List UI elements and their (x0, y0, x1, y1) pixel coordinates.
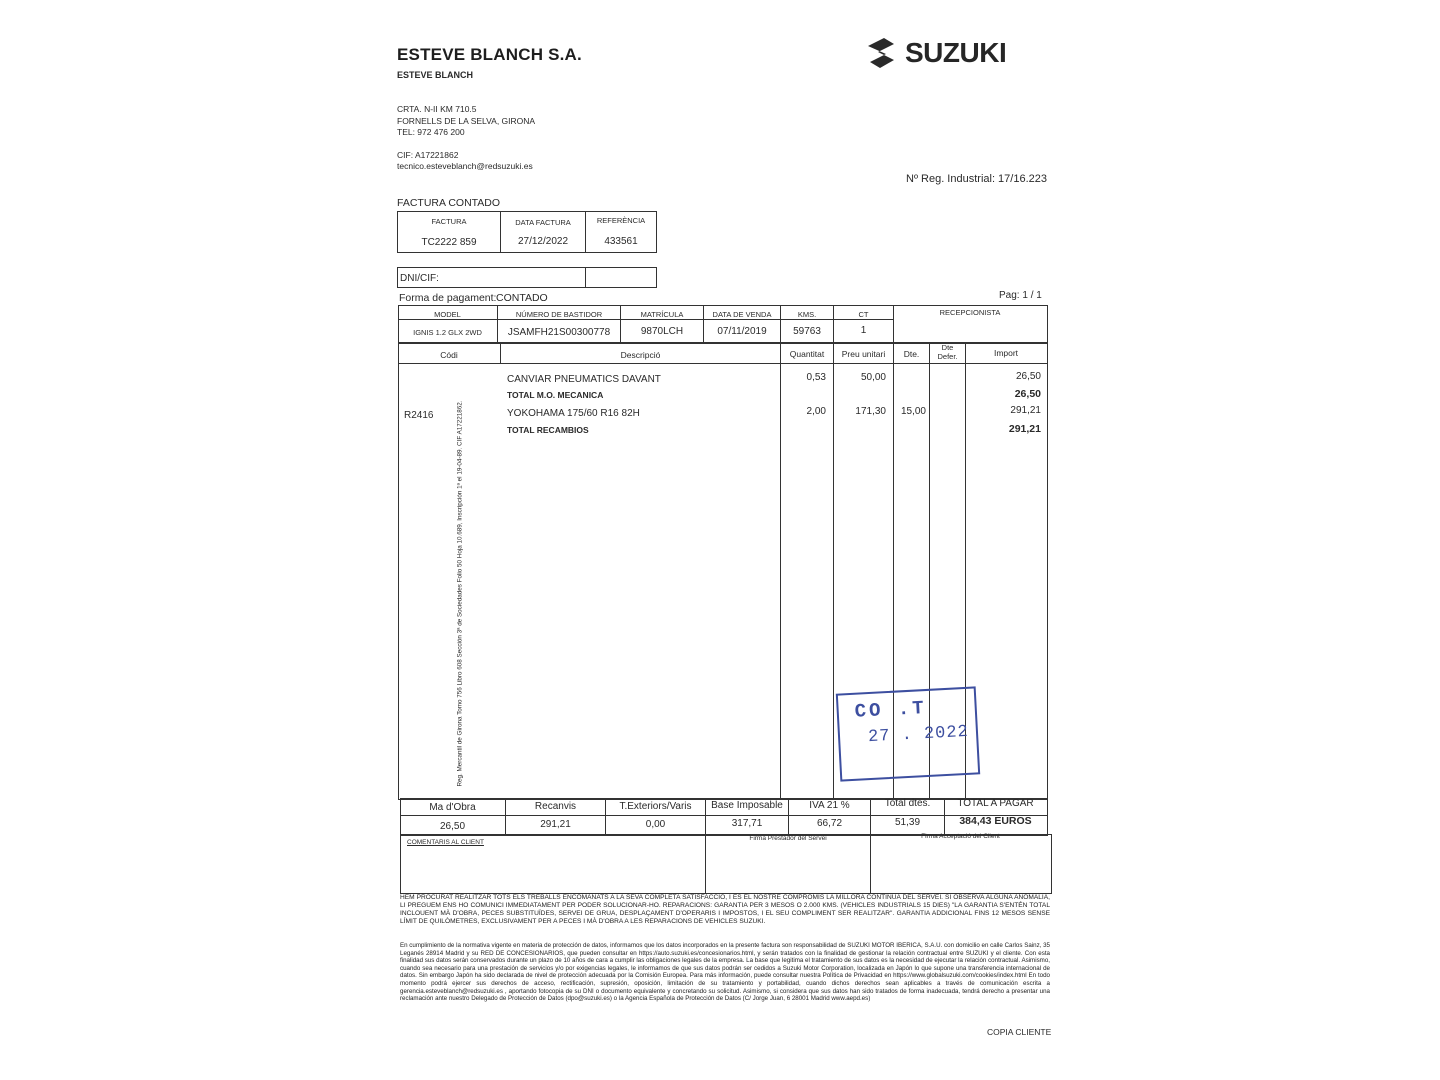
paid-stamp (836, 686, 980, 781)
line-import: 291,21 (1010, 405, 1041, 416)
line-qty: 2,00 (806, 406, 826, 417)
total-a-pagar: 384,43 EUROS (959, 815, 1032, 827)
invoice-date: 27/12/2022 (517, 236, 569, 247)
address-line2: FORNELLS DE LA SELVA, GIRONA (397, 116, 536, 126)
th-total-dtes: Total dtes. (884, 798, 931, 809)
line-price: 171,30 (855, 406, 886, 417)
line-desc: CANVIAR PNEUMATICS DAVANT (507, 374, 661, 385)
vehicle-vin: JSAMFH21S00300778 (507, 327, 611, 338)
page-number: Pag: 1 / 1 (999, 290, 1042, 301)
total-exteriors: 0,00 (645, 819, 666, 830)
total-iva: 66,72 (816, 818, 843, 829)
total-ma-obra: 26,50 (439, 821, 466, 832)
invoice-number: TC2222 859 (421, 237, 477, 248)
invoice-type: FACTURA CONTADO (397, 197, 501, 209)
cif: CIF: A17221862 (397, 150, 459, 160)
footer-signature-box (400, 834, 1052, 894)
line-dte: 15,00 (900, 406, 926, 417)
guarantee-text: HEM PROCURAT REALITZAR TOTS ELS TREBALLS ENCOMANATS A LA SEVA COMPLETA SATISFACCIÓ, I ES EL NOSTRE COMPROMIS LA MILLORA CONTINUA DEL SERVEI. SI OBSERVA ALGUNA ANOMALIA, LI PREGUEM ENS HO COMUNICI IMMEDIATAMENT PER PODER SOLUCIONAR-HO. REPARACIONS: GARANTIA PER 3 MESOS O 2.000 KMS. (VEHICLES INDUSTRIALS 15 DIES) "LA GARANTIA S'ENTÉN TOTAL INCLOUENT MÀ D'OBRA, PECES SUBSTITUÏDES, SERVEI DE GRUA, DESPLAÇAMENT D'OPERARIS I IMPOSTOS, I EL SEU COMPLIMENT SER REALITZAR". GARANTIA ADDICIONAL FINS 12 MESOS SENSE LÍMIT DE QUILÒMETRES, EXCLUSIVAMENT PER A PECES I MÀ D'OBRA A LES REPARACIONS DE VEHICLES SUZUKI. (400, 894, 1050, 925)
vh-model: MODEL (434, 310, 461, 319)
phone: TEL: 972 476 200 (397, 127, 465, 137)
lh-descripcio: Descripció (620, 350, 661, 360)
brand-name: SUZUKI (905, 37, 1007, 68)
th-total-pagar: TOTAL A PAGAR (957, 798, 1034, 809)
lh-preu: Preu unitari (841, 349, 886, 359)
dni-label: DNI/CIF: (400, 273, 439, 284)
company-subtitle: ESTEVE BLANCH (397, 70, 474, 80)
total-dtes: 51,39 (894, 817, 921, 828)
line-desc: TOTAL RECAMBIOS (507, 425, 589, 435)
lh-dte: Dte. (903, 349, 920, 359)
lh-codi: Códi (440, 350, 458, 360)
sign-provider-label: Firma Prestador del Servei (749, 835, 827, 842)
line-price: 50,00 (860, 372, 886, 383)
stamp-date: 27 . 2022 (867, 722, 970, 748)
vh-bastidor: NÚMERO DE BASTIDOR (515, 310, 603, 319)
col-data-factura: DATA FACTURA (515, 218, 571, 227)
vh-data-venda: DATA DE VENDA (712, 310, 772, 319)
vehicle-model: IGNIS 1.2 GLX 2WD (413, 328, 482, 337)
vehicle-plate: 9870LCH (640, 326, 684, 337)
line-code: R2416 (404, 410, 434, 421)
company-name: ESTEVE BLANCH S.A. (397, 45, 582, 64)
total-recanvis: 291,21 (540, 819, 571, 830)
side-registry-text: Reg. Mercantil de Girona Tomo 756 Libro 608 Sección 3ª de Sociedades Folio 50 Hoja 10.689, Inscripción 1ª el 19-04-89. CIF A17221862. (456, 400, 464, 787)
stamp-label: CO .T (854, 697, 928, 723)
col-factura: FACTURA (431, 217, 467, 226)
lh-dte-defer: Dte Defer. (937, 343, 958, 361)
suzuki-logo (864, 36, 1054, 72)
th-base: Base Imposable (711, 800, 783, 811)
suzuki-s-icon (864, 36, 900, 72)
vehicle-sale-date: 07/11/2019 (717, 326, 767, 337)
line-import: 26,50 (1015, 371, 1041, 382)
line-desc: YOKOHAMA 175/60 R16 82H (507, 408, 640, 419)
th-recanvis: Recanvis (534, 801, 577, 812)
vh-kms: KMS. (797, 310, 817, 319)
sign-client-label: Firma Acceptació del Client (921, 833, 1000, 840)
privacy-text: En cumplimiento de la normativa vigente en materia de protección de datos, informamos que los datos incorporados en la presente factura son responsabilidad de SUZUKI MOTOR IBERICA, S.A.U. con domicilio en calle Carlos Sainz, 35 Leganés 28914 Madrid y su RED DE CONCESIONARIOS, que pueden consultar en https://auto.suzuki.es/concesionarios.html, y serán tratados con la finalidad de gestionar la relación contractual entre SUZUKI y el cliente. Con esta finalidad sus datos serán conservados durante un plazo de 10 años de cara a cumplir las obligaciones legales de la empresa. La base que legitima el tratamiento de sus datos es la necesidad de ejecutar la relación contractual. Asimismo, cuando sea necesario para una prestación de servicios y/o por exigencias legales, le informamos de que sus datos podrán ser cedidos a Suzuki Motor Corporation, localizada en Japón lo que supone una transferencia internacional de datos. Sin embargo Japón ha sido declarada de nivel de protección adecuada por la Comisión Europea. Para más información, puede consultar nuestra Política de Privacidad en https://www.globalsuzuki.com/cookies/index.html En todo momento podrá ejercer sus derechos de acceso, rectificación, supresión, oposición, limitación de su tratamiento y portabilidad, cuando dichos derechos sean aplicables a través de comunicación escrita a gerencia.esteveblanch@redsuzuki.es , aportando fotocopia de su DNI o documento equivalente y concretando su solicitud. Asimismo, si considera que sus datos han sido tratados de forma inadecuada, tendrá derecho a presentar una reclamación ante nuestro Delegado de Protección de Datos (dpo@suzuki.es) o la Agencia Española de Protección de Datos (C/ Jorge Juan, 6 28001 Madrid www.aepd.es) (400, 942, 1050, 1003)
col-referencia: REFERÈNCIA (596, 216, 646, 225)
payment-label: Forma de pagament: (399, 292, 497, 304)
line-qty: 0,53 (806, 372, 826, 383)
invoice-reference: 433561 (604, 236, 638, 247)
th-iva: IVA 21 % (809, 800, 850, 811)
vehicle-kms: 59763 (793, 326, 821, 337)
vh-matricula: MATRÍCULA (640, 310, 684, 319)
total-base: 317,71 (731, 818, 763, 829)
payment-value: CONTADO (496, 292, 548, 304)
vehicle-ct: 1 (860, 325, 867, 336)
reg-industrial: Nº Reg. Industrial: 17/16.223 (906, 173, 1047, 185)
line-import: 26,50 (1014, 388, 1041, 400)
line-desc: TOTAL M.O. MECANICA (507, 390, 604, 400)
address-line1: CRTA. N-II KM 710.5 (397, 104, 477, 114)
comments-label: COMENTARIS AL CLIENT (407, 839, 484, 846)
line-import: 291,21 (1008, 423, 1041, 435)
vh-ct: CT (858, 310, 869, 319)
vh-recepcionista: RECEPCIONISTA (939, 308, 1001, 317)
email: tecnico.esteveblanch@redsuzuki.es (397, 161, 533, 171)
lh-quantitat: Quantitat (789, 349, 825, 359)
lh-import: Import (993, 348, 1019, 358)
th-ma-obra: Ma d'Obra (429, 802, 476, 813)
copy-label: COPIA CLIENTE (987, 1027, 1052, 1037)
th-exteriors: T.Exteriors/Varis (619, 801, 692, 812)
